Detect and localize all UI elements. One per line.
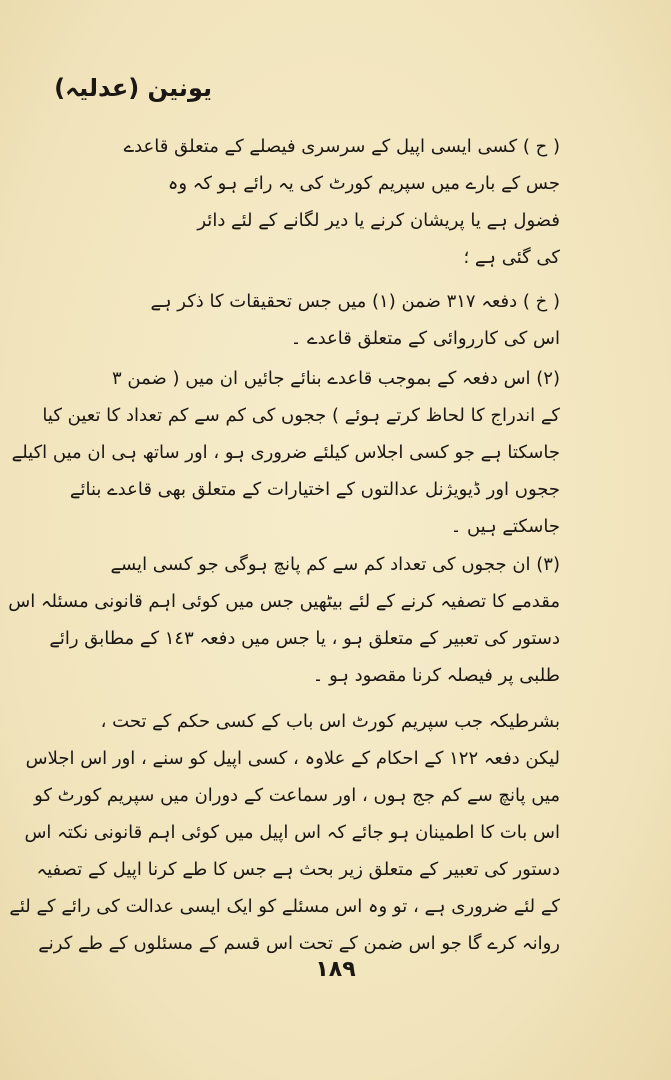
text-line: جاسکتے ہیں ۔ <box>450 516 560 537</box>
text-line: (٣) ان ججوں کی تعداد کم سے کم پانچ ہوگی جو کسی ایسے <box>110 554 560 575</box>
text-line: ( خ ) دفعہ ٣١٧ ضمن (١) میں جس تحقیقات کا ذکر ہے <box>150 291 560 312</box>
text-line: لیکن دفعہ ١٢٢ کے احکام کے علاوہ ، کسی اپیل کو سنے ، اور اس اجلاس <box>25 748 560 769</box>
proviso-paragraph <box>9 703 560 962</box>
text-line: اس کی کارروائی کے متعلق قاعدے ۔ <box>290 328 560 349</box>
page-number: ١٨٩ <box>315 957 356 982</box>
text-line: کی گئی ہے ؛ <box>463 247 560 268</box>
clause-h <box>90 128 560 276</box>
text-line: دستور کی تعبیر کے متعلق ہو ، یا جس میں دفعہ ١٤٣ کے مطابق رائے <box>49 628 560 649</box>
text-line: دستور کی تعبیر کے متعلق زیر بحث ہے جس کا طے کرنا اپیل کے تصفیہ <box>36 859 560 880</box>
running-head: یونین (عدلیہ) <box>54 74 212 102</box>
text-line: جاسکتا ہے جو کسی اجلاس کیلئے ضروری ہو ، اور ساتھ ہی ان میں اکیلے <box>11 442 560 463</box>
text-line: روانہ کرے گا جو اس ضمن کے تحت اس قسم کے مسئلوں کے طے کرنے <box>38 933 560 954</box>
text-line: جس کے بارے میں سپریم کورٹ کی یہ رائے ہو کہ وہ <box>167 173 560 194</box>
text-line: (٢) اس دفعہ کے بموجب قاعدے بنائے جائیں ان میں ( ضمن ٣ <box>112 368 560 389</box>
text-line: فضول ہے یا پریشان کرنے یا دیر لگانے کے لئے دائر <box>197 210 560 231</box>
text-line: ( ح ) کسی ایسی اپیل کے سرسری فیصلے کے متعلق قاعدے <box>123 136 560 157</box>
text-line: ججوں اور ڈیویژنل عدالتوں کے اختیارات کے متعلق بھی قاعدے بنائے <box>69 479 560 500</box>
text-line: بشرطیکہ جب سپریم کورٹ اس باب کے کسی حکم کے تحت ، <box>100 711 560 732</box>
text-line: کے لئے ضروری ہے ، تو وہ اس مسئلے کو ایک ایسی عدالت کی رائے کے لئے <box>9 896 560 917</box>
paragraph-3 <box>8 546 560 694</box>
text-line: کے اندراج کا لحاظ کرتے ہوئے ) ججوں کی کم سے کم تعداد کا تعین کیا <box>42 405 560 426</box>
clause-kh <box>90 283 560 357</box>
text-line: میں پانچ سے کم جج ہوں ، اور سماعت کے دوران میں سپریم کورٹ کو <box>34 785 560 806</box>
text-line: مقدمے کا تصفیہ کرنے کے لئے بیٹھیں جس میں کوئی اہم قانونی مسئلہ اس <box>8 591 560 612</box>
text-line: طلبی پر فیصلہ کرنا مقصود ہو ۔ <box>312 665 560 686</box>
paragraph-2 <box>11 360 560 545</box>
text-line: اس بات کا اطمینان ہو جائے کہ اس اپیل میں کوئی اہم قانونی نکتہ اس <box>24 822 560 843</box>
